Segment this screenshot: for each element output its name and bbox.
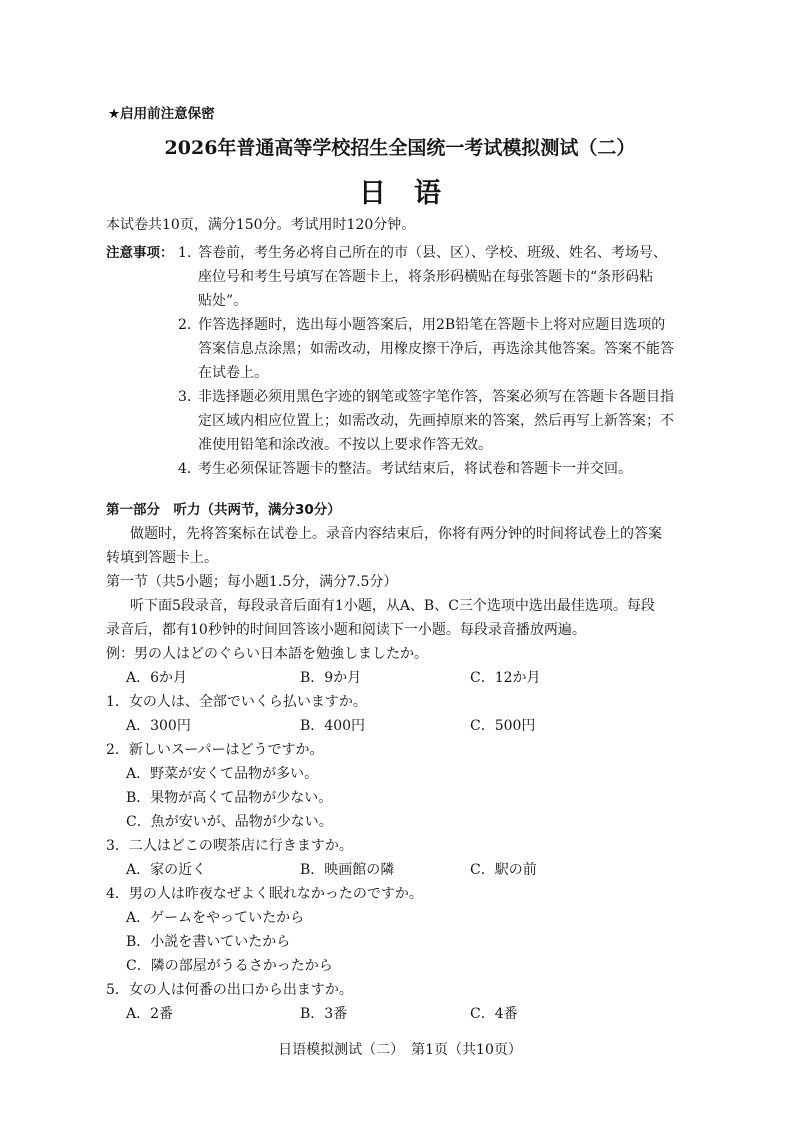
note-line: 在试卷上。 [198,365,268,381]
example-option: C．12か月 [470,670,541,686]
note-number: 3. [178,389,192,405]
example-question: 例：男の人はどのぐらい日本語を勉強しましたか。 [106,646,428,662]
note-number: 4. [178,461,192,477]
answer-option: A．家の近く [126,862,207,878]
part1-instruction-line: 做题时，先将答案标在试卷上。录音内容结束后，你将有两分钟的时间将试卷上的答案 [130,526,662,542]
note-line: 答案信息点涂黑；如需改动，用橡皮擦干净后，再选涂其他答案。答案不能答 [198,341,674,357]
answer-option: C．駅の前 [470,862,537,878]
note-number: 1. [178,245,192,261]
question-text: 3．二人はどこの喫茶店に行きますか。 [106,838,353,854]
question-text: 4．男の人は昨夜なぜよく眠れなかったのですか。 [106,886,423,902]
answer-option: C．500円 [470,718,536,734]
answer-option: A．野菜が安くて品物が多い。 [126,766,319,782]
answer-option: B．400円 [300,718,366,734]
page-footer: 日语模拟测试（二） 第1页（共10页） [278,1042,522,1058]
note-line: 非选择题必须用黑色字迹的钢笔或签字笔作答，答案必须写在答题卡各题目指 [198,389,674,405]
question-text: 5．女の人は何番の出口から出ますか。 [106,982,353,998]
answer-option: B．3番 [300,1006,348,1022]
subject-title: 日语 [359,178,469,209]
note-line: 定区域内相应位置上；如需改动，先画掉原来的答案，然后再写上新答案；不 [198,413,674,429]
section1-instruction-line: 录音后，都有10秒钟的时间回答该小题和阅读下一小题。每段录音播放两遍。 [106,622,586,638]
notes-label: 注意事项： [106,245,174,261]
section1-instruction-line: 听下面5段录音，每段录音后面有1小题，从A、B、C三个选项中选出最佳选项。每段 [130,598,655,614]
exam-title: 2026年普通高等学校招生全国统一考试模拟测试（二） [164,137,636,159]
answer-option: C．隣の部屋がうるさかったから [126,958,333,974]
note-number: 2. [178,317,192,333]
answer-option: C．魚が安いが、品物が少ない。 [126,814,333,830]
secret-label: ★启用前注意保密 [108,106,215,122]
answer-option: A．300円 [126,718,191,734]
section1-heading: 第一节（共5小题；每小题1.5分，满分7.5分） [106,574,398,590]
answer-option: B．映画館の隣 [300,862,395,878]
question-text: 1．女の人は、全部でいくら払いますか。 [106,694,367,710]
note-line: 贴处”。 [198,293,248,309]
note-line: 准使用铅笔和涂改液。不按以上要求作答无效。 [198,437,492,453]
note-line: 答卷前，考生务必将自己所在的市（县、区）、学校、班级、姓名、考场号、 [198,245,667,261]
answer-option: C．4番 [470,1006,518,1022]
part1-heading: 第一部分 听力（共两节，满分30分） [106,502,341,518]
answer-option: A．2番 [126,1006,174,1022]
part1-instruction-line: 转填到答题卡上。 [106,550,218,566]
answer-option: B．果物が高くて品物が少ない。 [126,790,333,806]
answer-option: A．ゲームをやっていたから [126,910,305,926]
example-option: A．6か月 [126,670,188,686]
note-line: 考生必须保证答题卡的整洁。考试结束后，将试卷和答题卡一并交回。 [198,461,632,477]
question-text: 2．新しいスーパーはどうですか。 [106,742,324,758]
example-option: B．9か月 [300,670,362,686]
note-line: 座位号和考生号填写在答题卡上，将条形码横贴在每张答题卡的“条形码粘 [198,269,654,285]
answer-option: B．小説を書いていたから [126,934,291,950]
note-line: 作答选择题时，选出每小题答案后，用2B铅笔在答题卡上将对应题目选项的 [198,317,666,333]
exam-intro: 本试卷共10页，满分150分。考试用时120分钟。 [106,217,416,233]
